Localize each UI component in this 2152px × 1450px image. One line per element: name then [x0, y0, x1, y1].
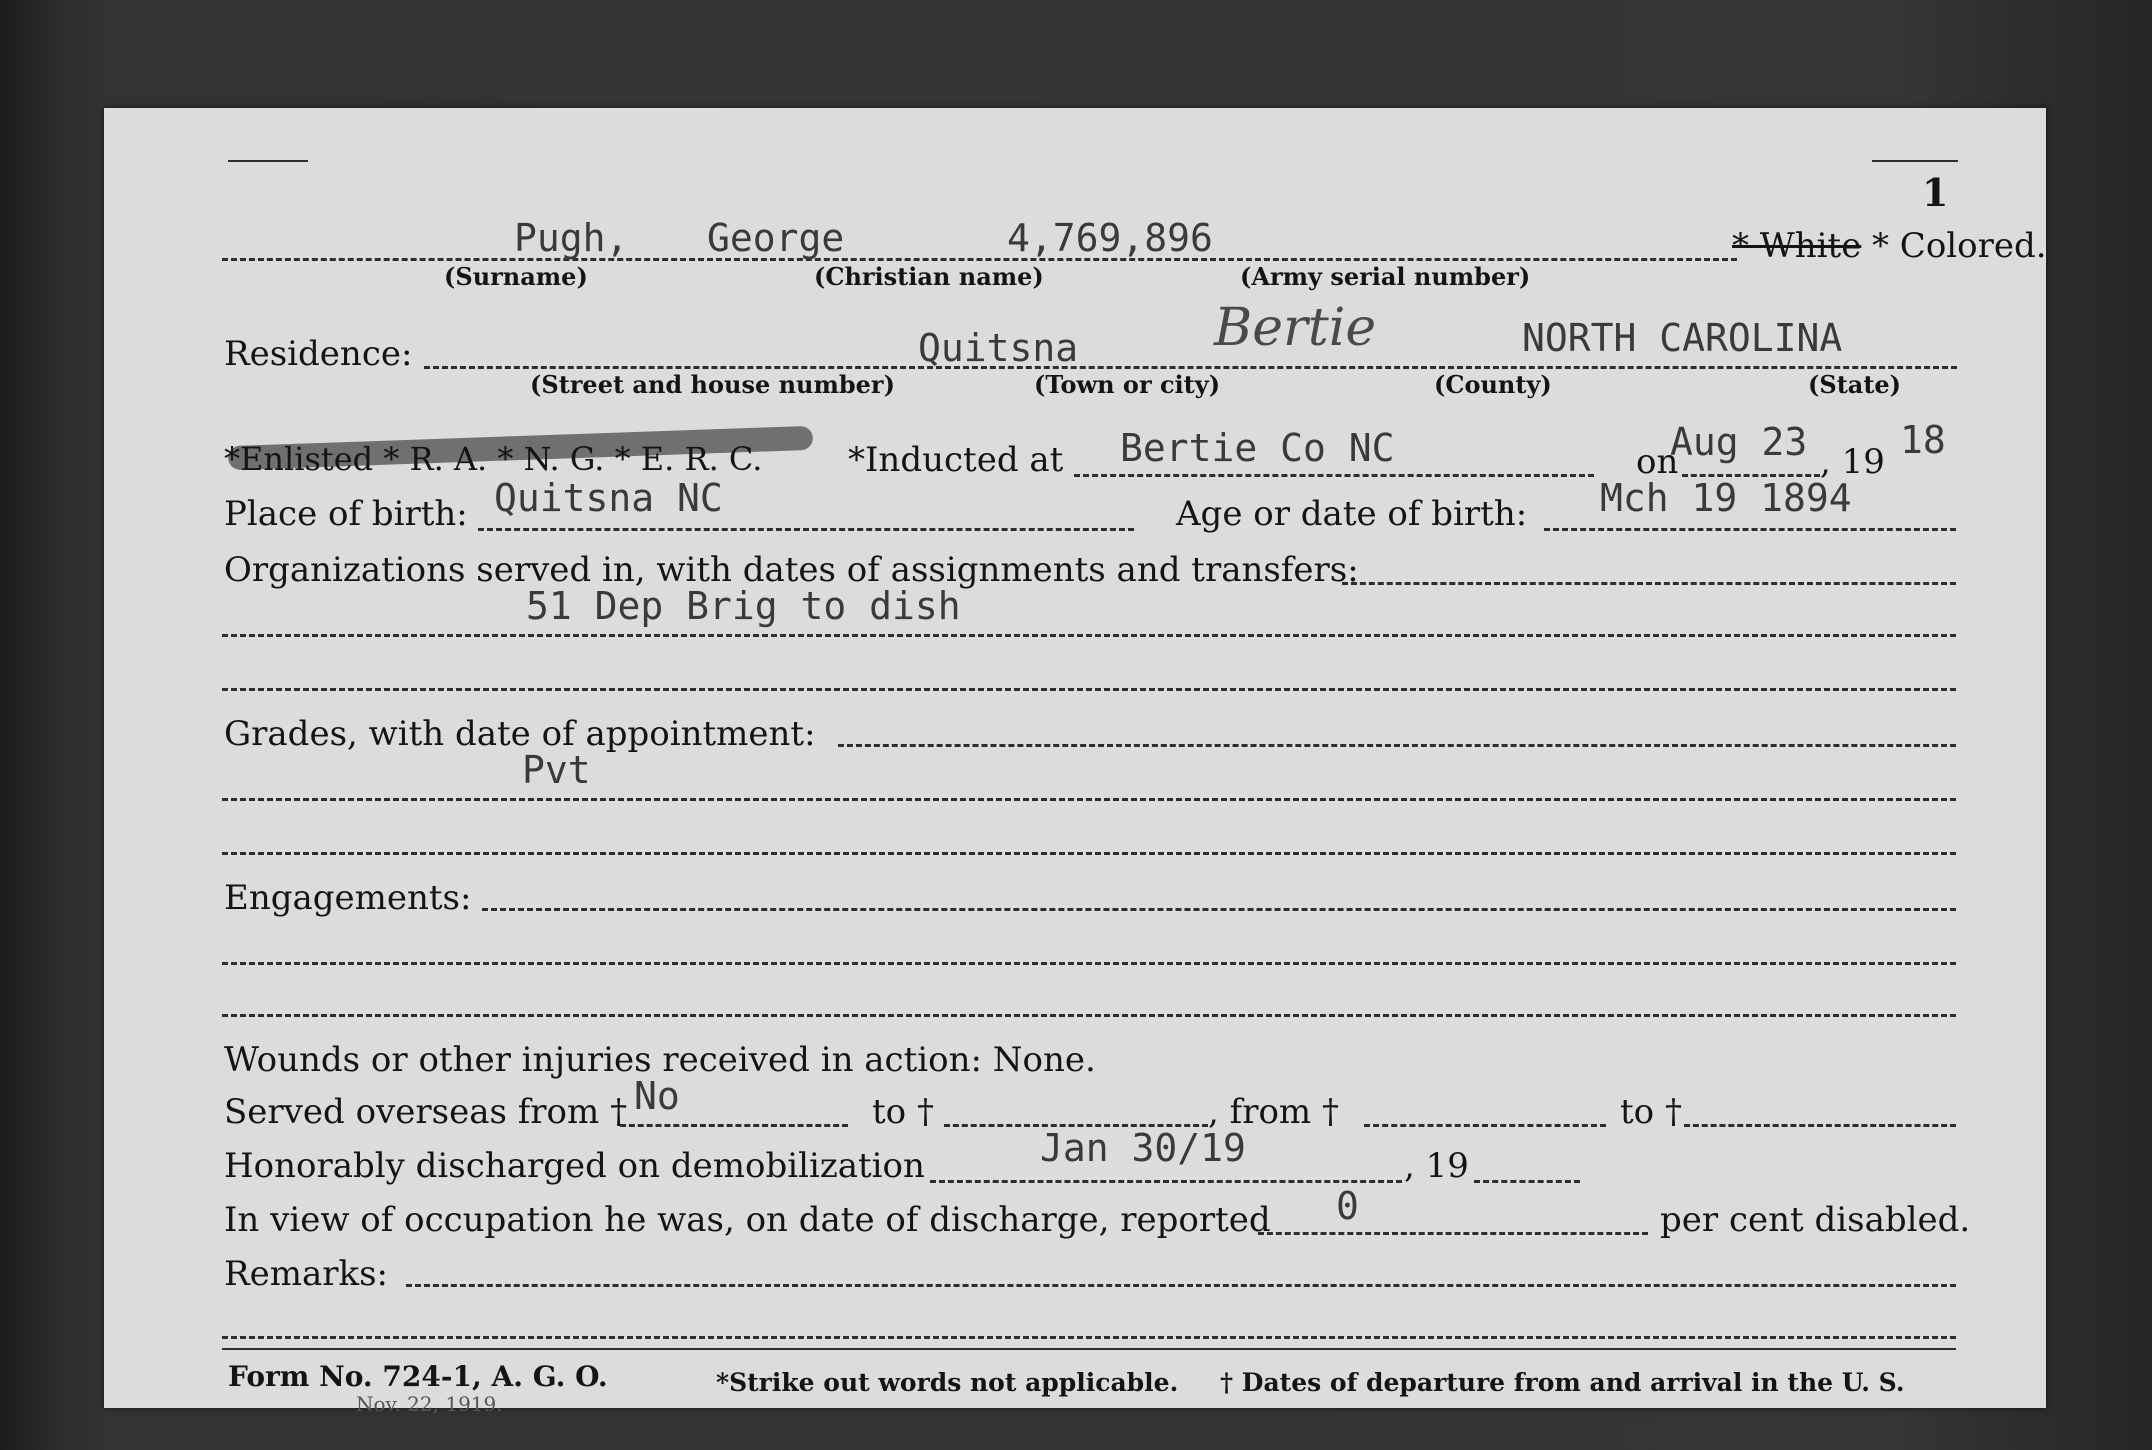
grades-entry: Pvt — [522, 748, 591, 792]
remarks-label: Remarks: — [224, 1254, 388, 1294]
residence-town-value: Quitsna — [918, 326, 1079, 370]
name-line — [222, 258, 1737, 261]
overseas-to-line-2 — [1684, 1124, 1956, 1127]
town-caption: (Town or city) — [1034, 370, 1221, 399]
serial-number-caption: (Army serial number) — [1240, 262, 1531, 291]
christian-name-value: George — [707, 216, 845, 260]
inducted-date-value: Aug 23 — [1670, 420, 1808, 464]
overseas-to-label-2: to † — [1620, 1092, 1682, 1132]
organizations-label: Organizations served in, with dates of assignments and transfers: — [224, 550, 1359, 590]
overseas-from-line-2 — [1364, 1124, 1606, 1127]
overseas-to-label-1: to † — [872, 1092, 934, 1132]
overseas-from-label-2: , from † — [1208, 1092, 1339, 1132]
inducted-place-value: Bertie Co NC — [1120, 426, 1395, 470]
state-caption: (State) — [1808, 370, 1902, 399]
grades-line-1 — [838, 744, 1956, 747]
top-left-rule — [228, 160, 308, 162]
residence-line — [424, 366, 1957, 369]
christian-name-caption: (Christian name) — [814, 262, 1044, 291]
remarks-line-2 — [222, 1336, 1956, 1339]
footnote-dates: † Dates of departure from and arrival in the U. S. — [1220, 1368, 1905, 1397]
discharge-label: Honorably discharged on demobilization — [224, 1146, 925, 1186]
disability-value: 0 — [1336, 1184, 1359, 1228]
service-record-card — [104, 108, 2047, 1416]
wounds-label: Wounds or other injuries received in action: None. — [224, 1040, 1096, 1080]
residence-state-value: NORTH CAROLINA — [1522, 316, 1843, 360]
footnote-strike-out: *Strike out words not applicable. — [716, 1368, 1179, 1397]
disability-line — [1258, 1232, 1648, 1235]
organizations-line-3 — [222, 688, 1956, 691]
form-number: Form No. 724-1, A. G. O. — [228, 1360, 608, 1393]
engagements-label: Engagements: — [224, 878, 472, 918]
overseas-label: Served overseas from † — [224, 1092, 628, 1132]
disability-label: In view of occupation he was, on date of discharge, reported — [224, 1200, 1271, 1240]
residence-county-value: Bertie — [1214, 298, 1377, 358]
birth-date-line — [1544, 528, 1956, 531]
residence-label: Residence: — [224, 334, 413, 374]
organizations-line-1 — [1342, 582, 1956, 585]
engagements-line-1 — [482, 908, 1956, 911]
organizations-entry: 51 Dep Brig to dish — [526, 584, 961, 628]
form-date: Nov. 22, 1919. — [356, 1392, 503, 1416]
birth-date-label: Age or date of birth: — [1176, 494, 1528, 534]
organizations-line-2 — [222, 634, 1956, 637]
race-white-label: * White — [1732, 226, 1862, 266]
county-caption: (County) — [1434, 370, 1552, 399]
discharge-line — [930, 1180, 1402, 1183]
surname-value: Pugh, — [514, 216, 629, 260]
birth-date-value: Mch 19 1894 — [1600, 476, 1852, 520]
card-number: 1 — [1922, 170, 1949, 215]
birth-place-line — [478, 528, 1134, 531]
enlisted-label: *Enlisted * R. A. * N. G. * E. R. C. — [224, 440, 763, 478]
remarks-line-1 — [406, 1284, 1956, 1287]
grades-label: Grades, with date of appointment: — [224, 714, 816, 754]
inducted-place-line — [1074, 474, 1594, 477]
grades-line-3 — [222, 852, 1956, 855]
discharge-year-line — [1474, 1180, 1580, 1183]
top-right-rule — [1872, 160, 1958, 162]
on-label: on — [1636, 442, 1679, 482]
grades-line-2 — [222, 798, 1956, 801]
overseas-from-line — [620, 1124, 848, 1127]
race-colored-label: * Colored. — [1872, 226, 2047, 266]
serial-number-value: 4,769,896 — [1007, 216, 1213, 260]
inducted-label: *Inducted at — [848, 440, 1064, 480]
inducted-year-prefix: , 19 — [1820, 442, 1885, 482]
inducted-year-suffix: 18 — [1900, 418, 1946, 462]
remarks-line-3 — [222, 1348, 1956, 1350]
birth-place-value: Quitsna NC — [494, 476, 723, 520]
discharge-date-value: Jan 30/19 — [1040, 1126, 1246, 1170]
birth-place-label: Place of birth: — [224, 494, 468, 534]
engagements-line-2 — [222, 962, 1956, 965]
overseas-value: No — [634, 1074, 680, 1118]
surname-caption: (Surname) — [444, 262, 588, 291]
engagements-line-3 — [222, 1014, 1956, 1017]
discharge-year-prefix: , 19 — [1404, 1146, 1469, 1186]
street-caption: (Street and house number) — [530, 370, 895, 399]
disability-suffix: per cent disabled. — [1660, 1200, 1971, 1240]
